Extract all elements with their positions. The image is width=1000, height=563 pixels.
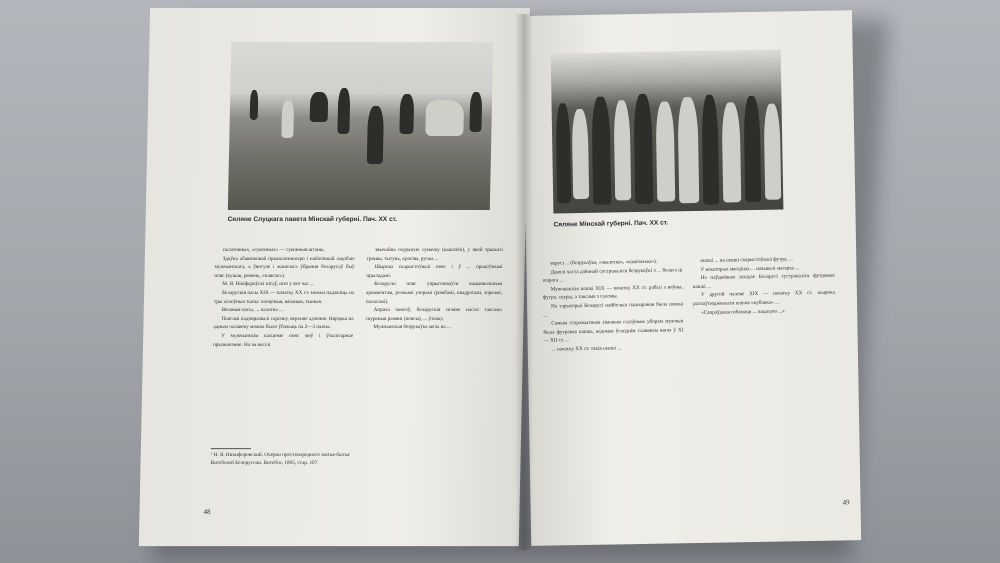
paragraph: У некаторых мясцінах ... называлі магерка ... [700, 264, 800, 273]
right-text-column-2 [692, 255, 838, 499]
paragraph: М. Я. Нікіфароўскі пісаў, што у яго час ... [222, 281, 314, 288]
left-photo [228, 42, 493, 210]
book-gutter [515, 14, 533, 550]
paragraph: Даволі часта дзённай сустракаліся безрукаўкі з ... белага ці шэрага ... [542, 266, 683, 284]
paragraph: «Сапраўдная габамаця ... пацалую ...» [701, 308, 785, 316]
paragraph: Апрача паясоў, беларускія сяляне насілі таксама скураныя рамяні (поясы), ... ўзімку. [365, 307, 502, 322]
footnote: ¹ Н. Я. Никифоровский. Очерки простонародного житья-бытья Витебской Белоруссии. Витебск, 1895, стар. 107. [210, 452, 350, 467]
paragraph: Шырока скарыстоўвалі пояс і ў ... працоўнымі прыладамі. [366, 264, 503, 279]
paragraph: У мужчынскім касцюме пояс меў і ўтылітарнае прызначэнне. На ім насілі [212, 333, 354, 348]
paragraph: На паўднёвым захадзе Беларусі сустракаліся футравыя шапкі ... [692, 272, 835, 290]
paragraph: Мужчынскія шапкі XIX — пачатку XX ст. рабілі з воўны, футра, скуры, а таксама з саломы. [542, 284, 683, 302]
paragraph: звычайна скураную сумачку (кашэлёк), у якой трымалі грошы, тытунь, крэсіва, ручка ... [366, 247, 503, 262]
left-page [139, 8, 530, 546]
paragraph: Мужчынская безрукаўка мела на ... [373, 324, 451, 331]
page-number-right: 49 [842, 498, 850, 507]
paragraph: палатняных, «суконных» — суконныя штаны. [222, 247, 325, 254]
paragraph: Самым старажытным зімовым галаўным уборам мужчын была футравая шапка, ведомая ўсходнім славянам яшчэ ў XI — XII ст. ... [543, 318, 684, 345]
right-photo-caption: Сяляне Мінскай губерні. Пач. XX ст. [553, 219, 669, 229]
paragraph: Беларускі пояс упрыгожваўся нацыянальным арнаментам, рознымі узорамі (ромбамі, квадратамі, зоркамі, паласамі). [365, 281, 503, 305]
right-photo [551, 49, 784, 213]
paragraph: Беларускія пасы XIX — пачатку XX ст. можна падзяліць на тры асноўныя тыпы: плеценыя, вязаныя, тканыя. [213, 290, 355, 305]
left-text-column-2 [362, 246, 503, 504]
page-number-left: 48 [203, 508, 211, 517]
paragraph: шапкі ... на шапкі скарыстоўвалі футра, ... [700, 256, 793, 264]
paragraph: Паясамі падпяразвалі сарочку, верхняе адзенне. Нярэдка на адным чалавеку можна было ўбачыць па 2—3 паясы. [213, 315, 354, 331]
right-page [522, 10, 861, 546]
left-text-column-1 [211, 246, 355, 442]
paragraph: Вязаныя пасы, ... палатна ... [221, 307, 284, 314]
paragraph: На тэрыторыі Беларусі найбольш пашыраная была шапка ... [543, 301, 684, 319]
footnote-rule [211, 448, 251, 449]
paragraph: варусі ... (безрукаўка, «жылетка», «камізэлька»). [550, 258, 658, 267]
right-text-column-1 [542, 257, 686, 513]
paragraph: ... пачатку XX ст. такія шапкі ... [551, 345, 622, 353]
paragraph: Здаўна абавязковай прыналежнасцю і найлепшай аздобаю мужчынскага, а ўвогуле і жаночага ўбрання беларусаў быў пояс (кушак, ремень, «паясок»). [214, 255, 355, 279]
left-photo-caption: Сяляне Слуцкага павета Мінскай губерні. Пач. XX ст. [227, 216, 398, 224]
paragraph: У другой палове XIX — пачатку XX ст. шырока распаўсюджвалася шапка-«кубанка» ... [693, 289, 835, 308]
